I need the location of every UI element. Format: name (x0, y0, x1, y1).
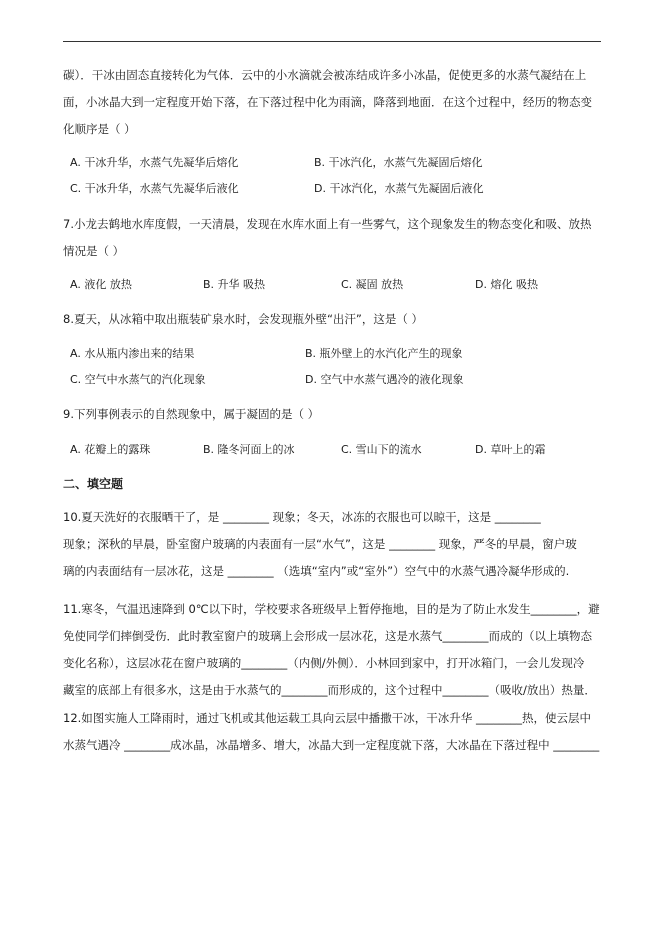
q9-text: 9.下列事例表示的自然现象中，属于凝固的是（ ） (63, 407, 320, 421)
q7-option-a: A. 液化 放热 (70, 278, 132, 291)
q9-option-c: C. 雪山下的流水 (341, 443, 422, 456)
q7-option-d: D. 熔化 吸热 (475, 278, 538, 291)
q9-option-d: D. 草叶上的霜 (475, 443, 546, 456)
intro-line-2: 面，小冰晶大到一定程度开始下落，在下落过程中化为雨滴，降落到地面．在这个过程中，经历的物态变 (63, 95, 592, 109)
q11-line-1: 11.寒冬，气温迅速降到 0℃以下时，学校要求各班级早上暂停拖地，目的是为了防止水发生________，避 (63, 602, 600, 616)
q7-option-c: C. 凝固 放热 (341, 278, 404, 291)
q9-option-b: B. 隆冬河面上的冰 (203, 443, 295, 456)
section-heading: 二、填空题 (63, 477, 124, 491)
intro-line-3: 化顺序是（ ） (63, 122, 136, 136)
option-d: D. 干冰汽化，水蒸气先凝固后液化 (314, 182, 484, 195)
option-c: C. 干冰升华，水蒸气先凝华后液化 (70, 182, 239, 195)
q11-line-4: 藏室的底部上有很多水，这是由于水蒸气的________而形成的，这个过程中________（吸收/放出）热量． (63, 683, 596, 697)
q8-option-b: B. 瓶外壁上的水汽化产生的现象 (305, 347, 463, 360)
q7-line-1: 7.小龙去鹤地水库度假，一天清晨，发现在水库水面上有一些雾气，这个现象发生的物态变化和吸、放热 (63, 217, 592, 231)
q8-option-a: A. 水从瓶内渗出来的结果 (70, 347, 195, 360)
intro-line-1: 碳）．干冰由固态直接转化为气体．云中的小水滴就会被冻结成许多小冰晶，促使更多的水蒸气凝结在上 (63, 68, 587, 82)
option-b: B. 干冰汽化，水蒸气先凝固后熔化 (314, 156, 483, 169)
q7-line-2: 情况是（ ） (63, 244, 125, 258)
q12-line-1: 12.如图实施人工降雨时，通过飞机或其他运载工具向云层中播撒干冰，干冰升华 ________热，使云层中 (63, 711, 591, 725)
q10-line-2: 现象；深秋的早晨，卧室窗户玻璃的内表面有一层“水气”，这是 ________ 现象，严冬的早晨，窗户玻 (63, 537, 577, 551)
q7-option-b: B. 升华 吸热 (203, 278, 266, 291)
q8-text: 8.夏天，从冰箱中取出瓶装矿泉水时，会发现瓶外壁“出汗”，这是（ ） (63, 312, 424, 326)
q10-line-3: 璃的内表面结有一层冰花，这是 ________ （选填“室内”或“室外”）空气中的水蒸气遇冷凝华形成的. (63, 564, 570, 578)
q8-option-c: C. 空气中水蒸气的汽化现象 (70, 373, 206, 386)
q8-option-d: D. 空气中水蒸气遇冷的液化现象 (305, 373, 464, 386)
header-rule (63, 41, 601, 42)
option-a: A. 干冰升华，水蒸气先凝华后熔化 (70, 156, 239, 169)
q10-line-1: 10.夏天洗好的衣服晒干了，是 ________ 现象；冬天，冰冻的衣服也可以晾干，这是 ________ (63, 510, 541, 524)
q12-line-2: 水蒸气遇冷 ________成冰晶，冰晶增多、增大，冰晶大到一定程度就下落，大冰晶在下落过程中 ________ (63, 738, 600, 752)
q9-option-a: A. 花瓣上的露珠 (70, 443, 151, 456)
q11-line-3: 变化名称），这层冰花在窗户玻璃的________（内侧/外侧）．小林回到家中，打开冰箱门，一会儿发现冷 (63, 656, 585, 670)
q11-line-2: 免使同学们摔倒受伤．此时教室窗户的玻璃上会形成一层冰花，这是水蒸气________而成的（以上填物态 (63, 629, 592, 643)
